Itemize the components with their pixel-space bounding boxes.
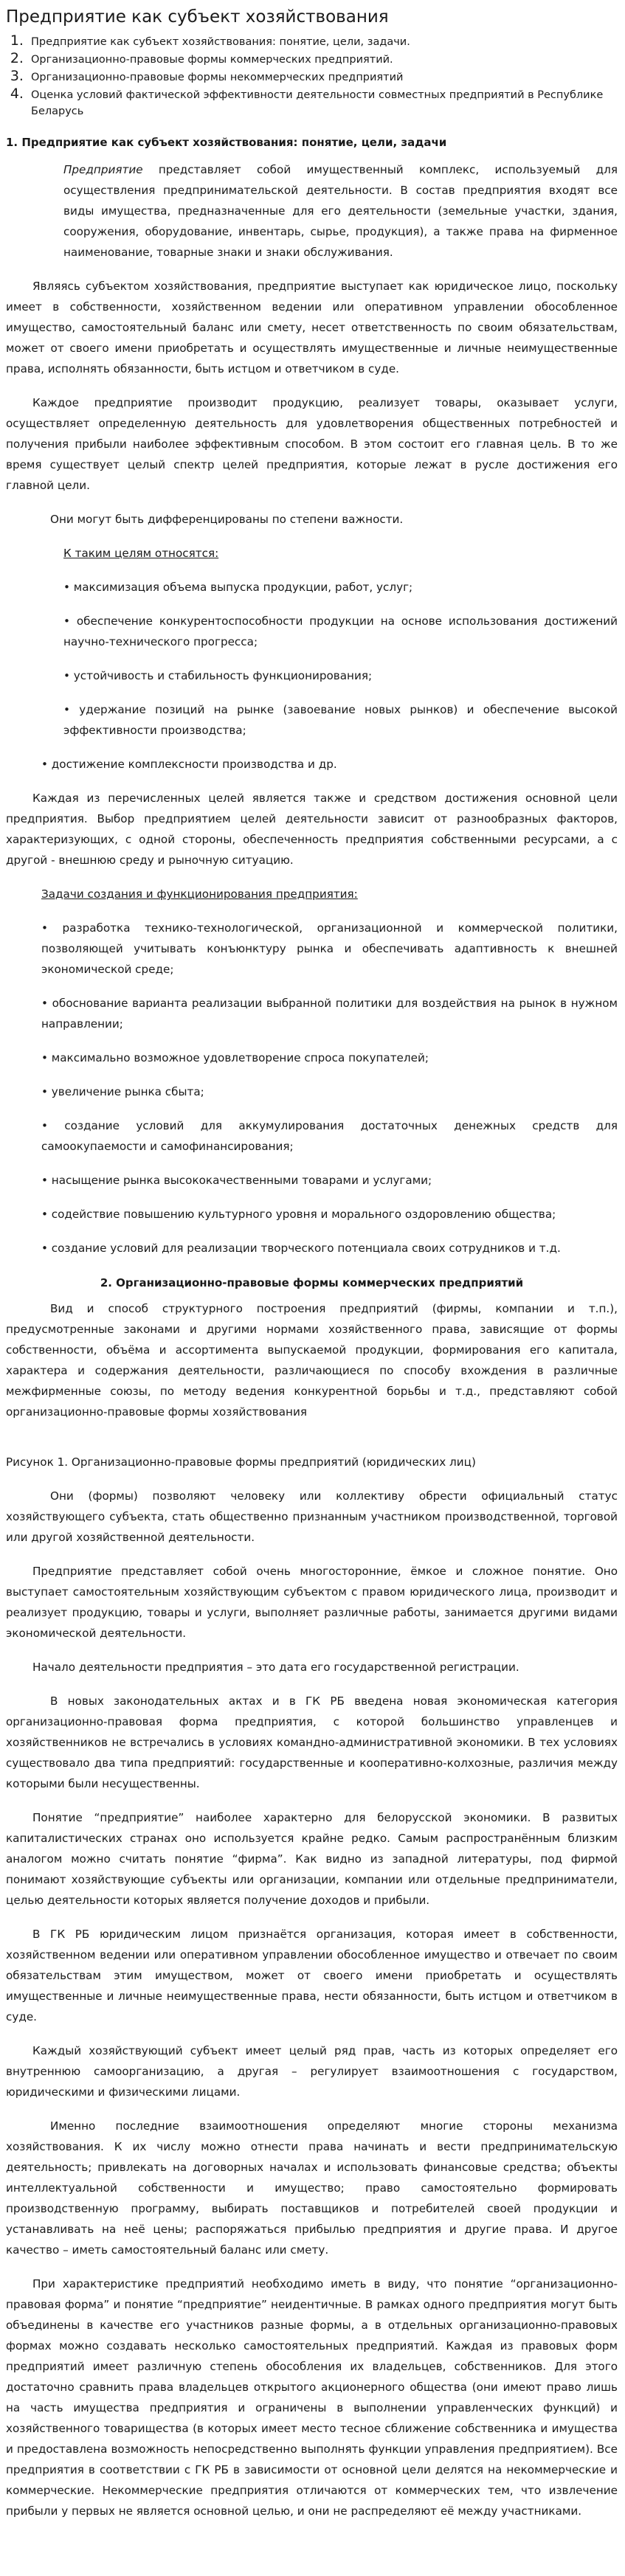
term: Предприятие (63, 163, 143, 176)
list-item: • обоснование варианта реализации выбранной политики для воздействия на рынок в нужном направлении; (41, 997, 618, 1031)
section-1-heading: 1. Предприятие как субъект хозяйствования: понятие, цели, задачи (6, 136, 447, 149)
paragraph: Вид и способ структурного построения предприятий (фирмы, компании и т.п.), предусмотренные законами и другими нормами хозяйственного права, зависящие от формы собственности, объёма и ассортимента выпускаемой продукции, формирования его капитала, характера и содержания деятельности, различающиеся по способу вхождения в различные межфирменные союзы, по методу ведения конкурентной борьбы и т.д., представляют собой организационно-правовые формы хозяйствования (6, 1302, 618, 1419)
paragraph: Предприятие представляет собой очень многосторонние, ёмкое и сложное понятие. Оно выступает самостоятельным хозяйствующим субъектом с правом юридического лица, производит и реализует продукцию, товары и услуги, выполняет различные работы, занимается другими видами экономической деятельности. (6, 1565, 618, 1640)
paragraph: Являясь субъектом хозяйствования, предприятие выступает как юридическое лицо, поскольку имеет в собственности, хозяйственном ведении или оперативном управлении обособленное имущество, самостоятельный баланс или смету, несет ответственность по своим обязательствам, может от своего имени приобретать и осуществлять имущественные и личные неимущественные права, исполнять обязанности, быть истцом и ответчиком в суде. (6, 280, 618, 375)
list-item: • создание условий для аккумулирования достаточных денежных средств для самоокупаемости и самофинансирования; (41, 1119, 618, 1153)
paragraph: Они (формы) позволяют человеку или коллективу обрести официальный статус хозяйствующего субъекта, стать общественно признанным участником производственной, торговой или другой хозяйственной деятельности. (6, 1489, 618, 1544)
list-item: • насыщение рынка высококачественными товарами и услугами; (41, 1174, 432, 1187)
paragraph: В новых законодательных актах и в ГК РБ введена новая экономическая категория организационно-правовая форма предприятия, с которой большинство управленцев и хозяйственников не встречались в условиях командно-административной экономики. В тех условиях существовало два типа предприятий: государственные и кооперативно-колхозные, различия между которыми были несущественны. (6, 1694, 618, 1790)
paragraph: Каждая из перечисленных целей является также и средством достижения основной цели предприятия. Выбор предприятием целей деятельности зависит от разнообразных факторов, характеризующих, с одной стороны, обеспеченность предприятия собственными ресурсами, а с другой - внешнюю среду и рыночную ситуацию. (6, 792, 618, 867)
list-item: • достижение комплексности производства и др. (41, 758, 337, 771)
list-item: • устойчивость и стабильность функционирования; (63, 669, 373, 682)
paragraph: Понятие “предприятие” наиболее характерно для белорусской экономики. В развитых капиталистических странах оно используется крайне редко. Самым распространённым близким аналогом можно считать понятие “фирма”. Как видно из западной литературы, под фирмой понимают хозяйствующие субъекты или организации, компании или отдельные предприниматели, целью деятельности которых является получение доходов и прибыли. (6, 1811, 618, 1907)
toc-item: 2. Организационно-правовые формы коммерческих предприятий. (28, 50, 618, 68)
goals-heading: К таким целям относятся: (63, 547, 219, 560)
toc-item: 4. Оценка условий фактической эффективности деятельности совместных предприятий в Республике Беларусь (28, 86, 618, 120)
figure-caption: Рисунок 1. Организационно-правовые формы предприятий (юридических лиц) (6, 1455, 476, 1469)
list-item: • обеспечение конкурентоспособности продукции на основе использования достижений научно-технического прогресса; (63, 614, 618, 648)
paragraph (6, 159, 618, 263)
toc-item: 3. Организационно-правовые формы некоммерческих предприятий (28, 68, 618, 86)
list-item: • содействие повышению культурного уровня и морального оздоровлению общества; (41, 1208, 556, 1221)
list-item: • максимально возможное удовлетворение спроса покупателей; (41, 1051, 429, 1064)
list-item: • создание условий для реализации творческого потенциала своих сотрудников и т.д. (41, 1242, 561, 1255)
toc-item: 1. Предприятие как субъект хозяйствования: понятие, цели, задачи. (28, 32, 618, 50)
page-title: Предприятие как субъект хозяйствования (6, 7, 389, 27)
list-item: • удержание позиций на рынке (завоевание новых рынков) и обеспечение высокой эффективности производства; (63, 703, 618, 737)
paragraph: Каждое предприятие производит продукцию, реализует товары, оказывает услуги, осуществляет определенную деятельность для удовлетворения общественных потребностей и получения прибыли наиболее эффективным способом. В этом состоит его главная цель. В то же время существует целый спектр целей предприятия, которые лежат в русле достижения его главной цели. (6, 396, 618, 492)
paragraph-text: представляет собой имущественный комплекс, используемый для осуществления предпринимательской деятельности. В состав предприятия входят все виды имущества, предназначенные для его деятельности (земельные участки, здания, сооружения, оборудование, инвентарь, сырье, продукция), а также права на фирменное наименование, товарные знаки и знаки обслуживания. (63, 163, 618, 259)
tasks-heading: Задачи создания и функционирования предприятия: (41, 887, 358, 901)
paragraph: В ГК РБ юридическим лицом признаётся организация, которая имеет в собственности, хозяйственном ведении или оперативном управлении обособленное имущество и отвечает по своим обязательствам этим имуществом, может от своего имени приобретать и осуществлять имущественные и личные неимущественные права, нести обязанности, быть истцом и ответчиком в суде. (6, 1928, 618, 2023)
list-item: • максимизация объема выпуска продукции, работ, услуг; (63, 581, 413, 594)
table-of-contents (6, 32, 618, 120)
section-2-heading: 2. Организационно-правовые формы коммерческих предприятий (100, 1276, 524, 1289)
list-item: • разработка технико-технологической, организационной и коммерческой политики, позволяющей учитывать конъюнктуру рынка и обеспечивать адаптивность к внешней экономической среде; (41, 921, 618, 976)
list-item: • увеличение рынка сбыта; (41, 1085, 204, 1098)
paragraph: При характеристике предприятий необходимо иметь в виду, что понятие “организационно-правовая форма” и понятие “предприятие” неидентичные. В рамках одного предприятия могут быть объединены в качестве его участников разные формы, а в отдельных организационно-правовых формах можно создавать несколько самостоятельных предприятий. Каждая из правовых форм предприятий имеет различную степень обособления их владельцев, собственников. Для этого достаточно сравнить права владельцев открытого акционерного общества (они имеют право лишь на часть имущества предприятия и ограничены в выполнении управленческих функций) и хозяйственного товарищества (в которых имеет место тесное сближение собственника и имущества и предоставлена возможность непосредственно выполнять функции управления предприятием). Все предприятия в соответствии с ГК РБ в зависимости от основной цели делятся на некоммерческие и коммерческие. Некоммерческие предприятия отличаются от коммерческих тем, что извлечение прибыли у первых не является основной целью, и они не распределяют её между участниками. (6, 2277, 618, 2518)
paragraph: Начало деятельности предприятия – это дата его государственной регистрации. (32, 1661, 519, 1674)
paragraph: Они могут быть дифференцированы по степени важности. (50, 513, 404, 526)
paragraph: Каждый хозяйствующий субъект имеет целый ряд прав, часть из которых определяет его внутреннюю самоорганизацию, а другая – регулирует взаимоотношения с государством, юридическими и физическими лицами. (6, 2044, 618, 2099)
paragraph: Именно последние взаимоотношения определяют многие стороны механизма хозяйствования. К их числу можно отнести права начинать и вести предпринимательскую деятельность; привлекать на договорных началах и использовать финансовые средства; объекты интеллектуальной собственности и имущество; право самостоятельно формировать производственную программу, выбирать поставщиков и потребителей своей продукции и устанавливать на неё цены; распоряжаться прибылью предприятия и другие права. И другое качество – иметь самостоятельный баланс или смету. (6, 2119, 618, 2257)
